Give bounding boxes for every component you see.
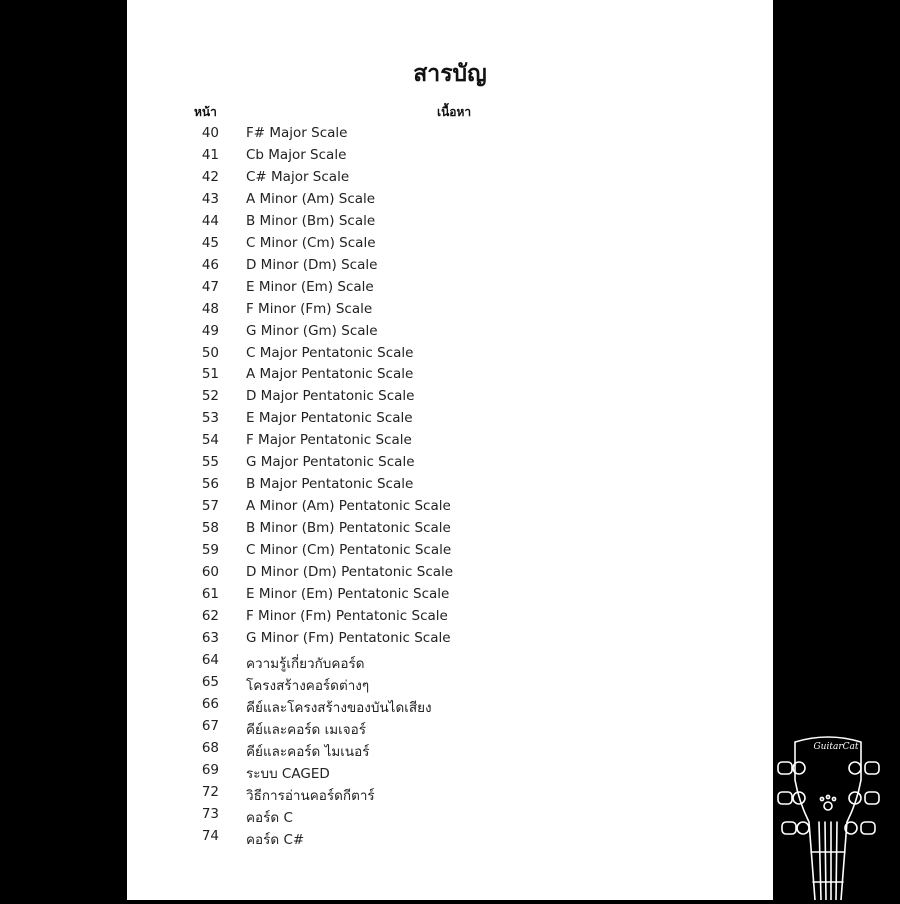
toc-page-number: 46 [201,256,219,273]
toc-row [127,123,773,145]
toc-row [127,716,773,738]
toc-entry-title: E Minor (Em) Scale [246,278,374,295]
toc-entry-title: E Minor (Em) Pentatonic Scale [246,586,450,603]
column-header-content: เนื้อหา [437,105,472,119]
toc-page-number: 65 [201,673,219,690]
toc-row [127,782,773,804]
toc-page-number: 68 [201,739,219,756]
toc-entry-title: C Major Pentatonic Scale [246,344,414,361]
toc-row [127,430,773,452]
toc-entry-title: B Minor (Bm) Pentatonic Scale [246,520,451,537]
toc-row [127,211,773,233]
toc-entry-title: F# Major Scale [246,125,348,141]
toc-entry-title: D Major Pentatonic Scale [246,388,415,405]
toc-row [127,562,773,584]
toc-page-number: 56 [201,476,219,493]
toc-page-number: 69 [201,761,219,778]
toc-row [127,804,773,826]
toc-row [127,628,773,650]
toc-row [127,343,773,365]
toc-page-number: 61 [201,586,219,603]
toc-entry-title: F Minor (Fm) Scale [246,300,373,317]
toc-entry-title: ความรู้เกี่ยวกับคอร์ด [246,655,365,672]
toc-page-number: 44 [201,212,219,229]
toc-entry-title: คีย์และคอร์ด เมเจอร์ [246,721,367,738]
toc-entry-title: คอร์ด C# [246,831,305,848]
toc-page-number: 57 [201,498,219,515]
toc-row [127,321,773,343]
toc-row [127,650,773,672]
toc-page-number: 43 [201,190,219,207]
toc-row [127,233,773,255]
toc-entry-title: C Minor (Cm) Scale [246,234,376,251]
toc-page-number: 63 [201,629,219,646]
toc-row [127,474,773,496]
toc-page-number: 55 [201,454,219,471]
toc-page-number: 58 [201,520,219,537]
toc-page-number: 66 [201,695,219,712]
toc-page-number: 40 [201,125,219,141]
toc-entry-title: วิธีการอ่านคอร์ดกีตาร์ [246,787,375,804]
toc-row [127,738,773,760]
toc-page-number: 62 [201,607,219,624]
toc-row [127,606,773,628]
toc-page-number: 50 [201,344,219,361]
toc-page-number: 54 [201,432,219,449]
toc-row [127,189,773,211]
document-page [127,0,773,900]
toc-row [127,518,773,540]
toc-entry-title: ระบบ CAGED [246,765,330,782]
toc-page-number: 59 [201,542,219,559]
toc-page-number: 64 [201,651,219,668]
toc-page-number: 52 [201,388,219,405]
guitar-headstock-icon [773,732,900,900]
toc-row [127,760,773,782]
toc-row [127,277,773,299]
toc-page-number: 53 [201,410,219,427]
toc-entry-title: D Minor (Dm) Scale [246,256,378,273]
toc-entry-title: D Minor (Dm) Pentatonic Scale [246,564,454,581]
toc-page-number: 48 [201,300,219,317]
toc-row [127,167,773,189]
toc-entry-title: A Major Pentatonic Scale [246,366,414,383]
toc-entry-title: E Major Pentatonic Scale [246,410,413,427]
toc-entry-title: A Minor (Am) Pentatonic Scale [246,498,451,515]
toc-page-number: 49 [201,322,219,339]
toc-page-number: 45 [201,234,219,251]
toc-entry-title: B Major Pentatonic Scale [246,476,414,493]
toc-page-number: 73 [201,805,219,822]
toc-row [127,540,773,562]
toc-page-number: 72 [201,783,219,800]
toc-entry-title: B Minor (Bm) Scale [246,212,376,229]
toc-row [127,826,773,848]
brand-logo-text: GuitarCat [813,742,859,752]
toc-entry-title: F Major Pentatonic Scale [246,432,412,449]
toc-page-number: 60 [201,564,219,581]
toc-row [127,386,773,408]
toc-row [127,496,773,518]
toc-page-number: 47 [201,278,219,295]
toc-list [127,123,773,847]
page-title: สารบัญ [413,61,487,87]
toc-page-number: 42 [201,168,219,185]
toc-entry-title: C Minor (Cm) Pentatonic Scale [246,542,452,559]
toc-row [127,408,773,430]
toc-entry-title: Cb Major Scale [246,146,347,163]
toc-entry-title: G Minor (Gm) Scale [246,322,378,339]
toc-row [127,452,773,474]
toc-entry-title: คีย์และคอร์ด ไมเนอร์ [246,743,370,760]
toc-entry-title: C# Major Scale [246,168,350,185]
toc-row [127,364,773,386]
toc-entry-title: F Minor (Fm) Pentatonic Scale [246,607,448,624]
toc-page-number: 41 [201,146,219,163]
toc-row [127,584,773,606]
toc-entry-title: คีย์และโครงสร้างของบันไดเสียง [246,699,432,716]
toc-row [127,255,773,277]
toc-page-number: 74 [201,827,219,844]
toc-page-number: 67 [201,717,219,734]
toc-page-number: 51 [201,366,219,383]
toc-row [127,694,773,716]
toc-entry-title: โครงสร้างคอร์ดต่างๆ [246,677,370,694]
toc-row [127,145,773,167]
toc-row [127,299,773,321]
column-header-page: หน้า [194,105,217,119]
toc-entry-title: G Minor (Fm) Pentatonic Scale [246,629,451,646]
toc-row [127,672,773,694]
toc-entry-title: คอร์ด C [246,809,293,826]
toc-entry-title: A Minor (Am) Scale [246,190,376,207]
toc-entry-title: G Major Pentatonic Scale [246,454,415,471]
